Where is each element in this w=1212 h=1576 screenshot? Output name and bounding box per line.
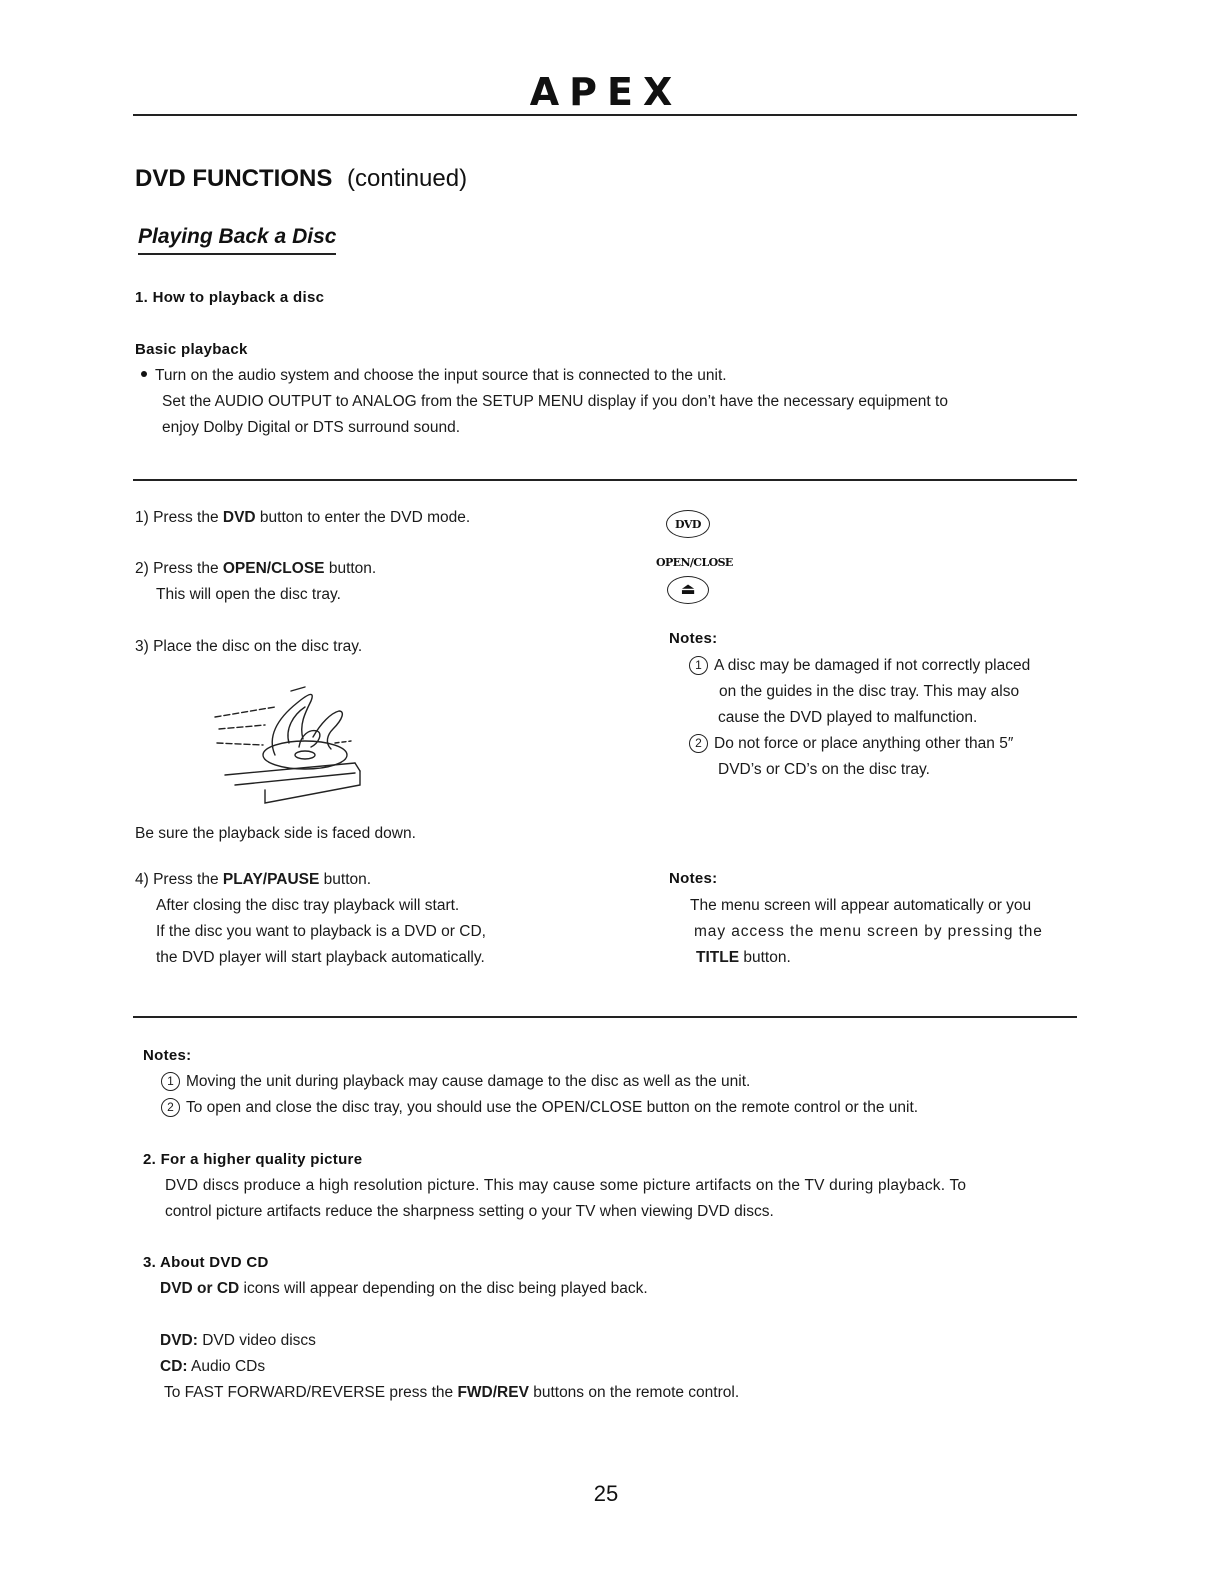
step-1-bold: DVD <box>222 509 256 526</box>
notes-a-1-line-3: cause the DVD played to malfunction. <box>718 709 978 726</box>
dvd-button-icon <box>666 510 710 538</box>
notes-a-item-2 <box>689 731 1013 757</box>
step-4-line-2: After closing the disc tray playback will start. <box>156 897 460 914</box>
notes-b-line-1: The menu screen will appear automatically or you <box>690 897 1032 914</box>
part3-dvd-post: DVD video discs <box>197 1332 316 1349</box>
number-1-icon: 1 <box>161 1072 180 1091</box>
notes-c-item-2 <box>161 1095 918 1121</box>
notes-a-heading: Notes: <box>669 630 718 647</box>
step-2-bold: OPEN/CLOSE <box>222 560 325 577</box>
bullet-item <box>141 363 727 389</box>
part3-intro <box>160 1276 648 1302</box>
part3-dvd-line <box>160 1328 316 1354</box>
notes-b-line-3 <box>696 945 791 971</box>
notes-a-item-1 <box>689 653 1030 679</box>
part2-line-2: control picture artifacts reduce the sharpness setting o your TV when viewing DVD discs. <box>165 1203 774 1220</box>
notes-a-2-line-1: Do not force or place anything other than 5″ <box>714 735 1014 752</box>
step-2-pre: 2) Press the <box>135 560 223 577</box>
notes-a-1-line-2: on the guides in the disc tray. This may also <box>719 683 1020 700</box>
step-4-line-3: If the disc you want to playback is a DVD or CD, <box>156 923 486 940</box>
step-3-note: Be sure the playback side is faced down. <box>135 825 416 842</box>
page-title-main: DVD FUNCTIONS <box>135 165 333 192</box>
notes-c-2-text: To open and close the disc tray, you should use the OPEN/CLOSE button on the remote control or the unit. <box>186 1099 919 1116</box>
part2-line-1: DVD discs produce a high resolution picture. This may cause some picture artifacts on the TV during playback. To <box>165 1177 967 1194</box>
header <box>0 70 1212 114</box>
page-number: 25 <box>593 1481 619 1506</box>
step-1-pre: 1) Press the <box>135 509 223 526</box>
step-2-post: button. <box>324 560 377 577</box>
step-1-post: button to enter the DVD mode. <box>255 509 471 526</box>
bullet-icon <box>141 371 147 377</box>
page-title <box>135 162 467 196</box>
step-4 <box>135 867 371 893</box>
bullet-line-2: Set the AUDIO OUTPUT to ANALOG from the SETUP MENU display if you don’t have the necessary equipment to <box>162 393 948 410</box>
number-1-icon: 1 <box>689 656 708 675</box>
notes-b-heading: Notes: <box>669 870 718 887</box>
notes-a-1-line-1: A disc may be damaged if not correctly placed <box>714 657 1031 674</box>
step-2-line-2: This will open the disc tray. <box>156 586 341 603</box>
bullet-line-3: enjoy Dolby Digital or DTS surround sound. <box>162 419 461 436</box>
step-3: 3) Place the disc on the disc tray. <box>135 638 363 655</box>
part1-heading: 1. How to playback a disc <box>135 289 325 306</box>
step-4-pre: 4) Press the <box>135 871 223 888</box>
part3-intro-post: icons will appear depending on the disc being played back. <box>239 1280 648 1297</box>
step-1 <box>135 505 470 531</box>
part3-ff-bold: FWD/REV <box>457 1384 529 1401</box>
basic-playback-heading: Basic playback <box>135 341 248 358</box>
apex-logo: APEX <box>529 70 683 114</box>
divider-1 <box>133 479 1077 481</box>
part3-heading: 3. About DVD CD <box>143 1254 269 1271</box>
step-4-post: button. <box>319 871 372 888</box>
notes-c-heading: Notes: <box>143 1047 192 1064</box>
step-2 <box>135 556 376 582</box>
eject-button-icon <box>667 576 709 604</box>
part3-cd-line <box>160 1354 265 1380</box>
step-4-line-4: the DVD player will start playback automatically. <box>156 949 485 966</box>
notes-a-2-line-2: DVD’s or CD’s on the disc tray. <box>718 761 930 778</box>
part3-dvd-bold: DVD: <box>160 1332 198 1349</box>
header-rule <box>133 114 1077 116</box>
number-2-icon: 2 <box>689 734 708 753</box>
dvd-button-label: DVD <box>675 517 701 531</box>
part3-ff-line <box>164 1380 739 1406</box>
section-title: Playing Back a Disc <box>138 222 336 255</box>
part3-cd-bold: CD: <box>160 1358 188 1375</box>
notes-b-title-bold: TITLE <box>696 949 740 966</box>
step-4-bold: PLAY/PAUSE <box>222 871 320 888</box>
page-title-suffix: (continued) <box>347 165 468 192</box>
bullet-line-1: Turn on the audio system and choose the input source that is connected to the unit. <box>155 367 727 384</box>
part3-ff-pre: To FAST FORWARD/REVERSE press the <box>164 1384 458 1401</box>
disc-tray-illustration <box>205 685 365 805</box>
divider-2 <box>133 1016 1077 1018</box>
notes-c-1-text: Moving the unit during playback may cause damage to the disc as well as the unit. <box>186 1073 751 1090</box>
notes-b-line-2: may access the menu screen by pressing the <box>694 923 1043 940</box>
openclose-icon-label: OPEN/CLOSE <box>656 556 733 569</box>
part3-intro-bold: DVD or CD <box>160 1280 240 1297</box>
part2-heading: 2. For a higher quality picture <box>143 1151 363 1168</box>
notes-c-item-1 <box>161 1069 750 1095</box>
eject-icon: ⏏ <box>680 581 696 598</box>
number-2-icon: 2 <box>161 1098 180 1117</box>
notes-b-line-3-post: button. <box>739 949 791 966</box>
part3-cd-post: Audio CDs <box>187 1358 266 1375</box>
part3-ff-post: buttons on the remote control. <box>528 1384 740 1401</box>
